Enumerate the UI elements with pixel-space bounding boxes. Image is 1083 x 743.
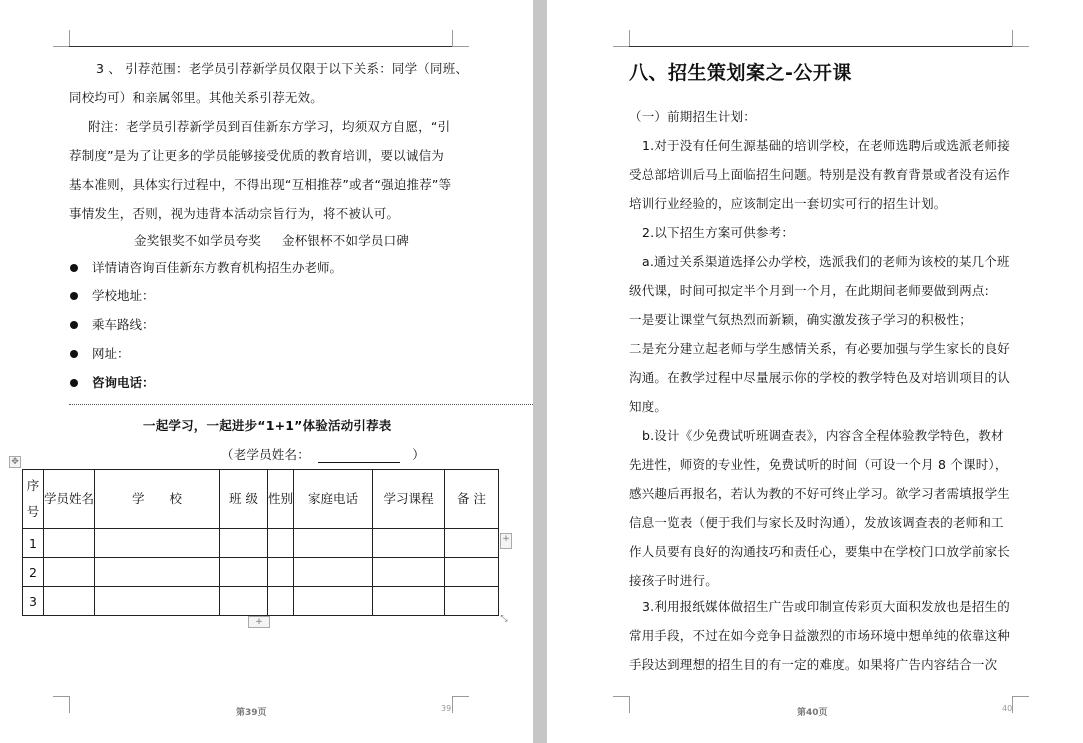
paragraph: 基本准则，具体实行过程中，不得出现“互相推荐”或者“强迫推荐”等 [69,177,452,192]
bullet-icon [70,292,78,300]
bullet-text: 咨询电话： [92,375,155,390]
header-cell: 学 校 [95,470,220,529]
table-cell[interactable] [220,587,268,616]
page-gap [533,0,547,743]
paragraph: （一）前期招生计划： [629,109,757,124]
header-cell: 序号 [23,470,44,529]
table-cell[interactable] [268,587,294,616]
paragraph: 3.利用报纸媒体做招生广告或印制宣传彩页大面积发放也是招生的常用手段，不过在如今竞争日益激烈的市场环境中想单纯的依靠这种手段达到理想的招生目的有一定的难度。如果将广告内容结合一次 [629,599,1011,672]
page-corner-mark [452,696,469,713]
page-corner-mark [613,696,630,713]
bullet-text: 详情请咨询百佳新东方教育机构招生办老师。 [92,260,343,275]
header-cell: 家庭电话 [294,470,373,529]
paragraph: 3 、 引荐范围：老学员引荐新学员仅限于以下关系：同学（同班、 [96,61,469,76]
document-page-39 [0,0,533,743]
row-number: 2 [23,558,44,587]
header-cell: 性别 [268,470,294,529]
form-subtitle-prefix: （老学员姓名： [221,447,310,462]
page-corner-mark [452,30,469,47]
bullet-item [70,344,130,364]
paragraph: 附注：老学员引荐新学员到百佳新东方学习，均须双方自愿，“引 [88,119,451,134]
paragraph: 同校均可）和亲属邻里。其他关系引荐无效。 [69,90,324,105]
paragraph: 2.以下招生方案可供参考： [642,225,795,240]
table-cell[interactable] [95,529,220,558]
bullet-text: 网址： [92,346,130,361]
bullet-icon [70,350,78,358]
table-header-row [23,470,499,529]
page-corner-mark [53,696,70,713]
add-column-icon[interactable]: + [500,533,512,549]
header-rule [69,46,452,47]
resize-table-icon[interactable]: ⤡ [500,614,508,624]
table-cell[interactable] [220,558,268,587]
table-cell[interactable] [294,587,373,616]
header-cell: 备 注 [445,470,499,529]
paragraph: b.设计《少免费试听班调查表》，内容含全程体验教学特色，教材先进性，师资的专业性，免费试听的时间（可设一个月 8 个课时），感兴趣后再报名，若认为教的不好可终止学习。欲学习者需填报学生信息一览表（便于我们与家长及时沟通），发放该调查表的老师和工作人员要有良好的沟通技巧和责任心，要集中在学校门口放学前家长接孩子时进行。 [629,428,1011,588]
referral-table [22,469,499,616]
bullet-item [70,286,155,306]
bullet-text: 乘车路线： [92,317,155,332]
table-cell[interactable] [294,558,373,587]
section-break-rule [69,404,533,405]
table-cell[interactable] [44,558,95,587]
bullet-icon [70,379,78,387]
slogan-right: 金杯银杯不如学员口碑 [282,233,410,248]
table-cell[interactable] [268,529,294,558]
table-cell[interactable] [268,558,294,587]
bullet-item [70,373,155,393]
bullet-icon [70,321,78,329]
form-subtitle [221,440,425,469]
table-cell[interactable] [445,529,499,558]
page-corner-mark [613,30,630,47]
page-footer-label: 第40页 [797,708,828,718]
table-cell[interactable] [220,529,268,558]
table-cell[interactable] [44,529,95,558]
paragraph: 二是充分建立起老师与学生感情关系，有必要加强与学生家长的良好沟通。在教学过程中尽量展示你的学校的教学特色及对培训项目的认知度。 [629,341,1011,414]
table-cell[interactable] [373,587,445,616]
table-cell[interactable] [95,587,220,616]
paragraph: 荐制度”是为了让更多的学员能够接受优质的教育培训，要以诚信为 [69,148,444,163]
table-cell[interactable] [445,587,499,616]
paragraph: 一是要让课堂气氛热烈而新颖，确实激发孩子学习的积极性； [629,312,972,327]
bullet-icon [70,264,78,272]
page-footer-label: 第39页 [236,708,267,718]
header-cell: 学习课程 [373,470,445,529]
paragraph: 1.对于没有任何生源基础的培训学校，在老师选聘后或选派老师接受总部培训后马上面临招生问题。特别是没有教育背景或者没有运作培训行业经验的，应该制定出一套切实可行的招生计划。 [629,138,1011,211]
page-corner-mark [53,30,70,47]
table-row [23,587,499,616]
student-name-blank[interactable] [318,448,400,463]
add-row-icon[interactable]: + [248,616,270,628]
table-row [23,558,499,587]
header-rule [629,46,1012,47]
slogan-left: 金奖银奖不如学员夸奖 [134,233,262,248]
form-title: 一起学习，一起进步“1+1”体验活动引荐表 [143,418,392,433]
table-cell[interactable] [373,529,445,558]
header-cell: 学员姓名 [44,470,95,529]
table-cell[interactable] [44,587,95,616]
page-corner-mark [1012,30,1029,47]
form-subtitle-suffix: ） [412,447,425,462]
table-row [23,529,499,558]
bullet-item [70,258,342,278]
bullet-item [70,315,155,335]
section-title: 八、招生策划案之-公开课 [629,62,852,84]
bullet-text: 学校地址： [92,288,155,303]
page-footer-number: 39 [441,704,452,713]
page-corner-mark [1012,696,1029,713]
table-cell[interactable] [294,529,373,558]
row-number: 1 [23,529,44,558]
table-cell[interactable] [373,558,445,587]
row-number: 3 [23,587,44,616]
paragraph: 事情发生，否则，视为违背本活动宗旨行为，将不被认可。 [69,206,400,221]
header-cell: 班 级 [220,470,268,529]
table-cell[interactable] [95,558,220,587]
table-move-handle[interactable]: ✥ [9,456,21,468]
paragraph: a.通过关系渠道选择公办学校，选派我们的老师为该校的某几个班级代课，时间可拟定半个月到一个月，在此期间老师要做到两点: [629,254,1010,298]
table-cell[interactable] [445,558,499,587]
page-footer-number: 40 [1002,704,1013,713]
